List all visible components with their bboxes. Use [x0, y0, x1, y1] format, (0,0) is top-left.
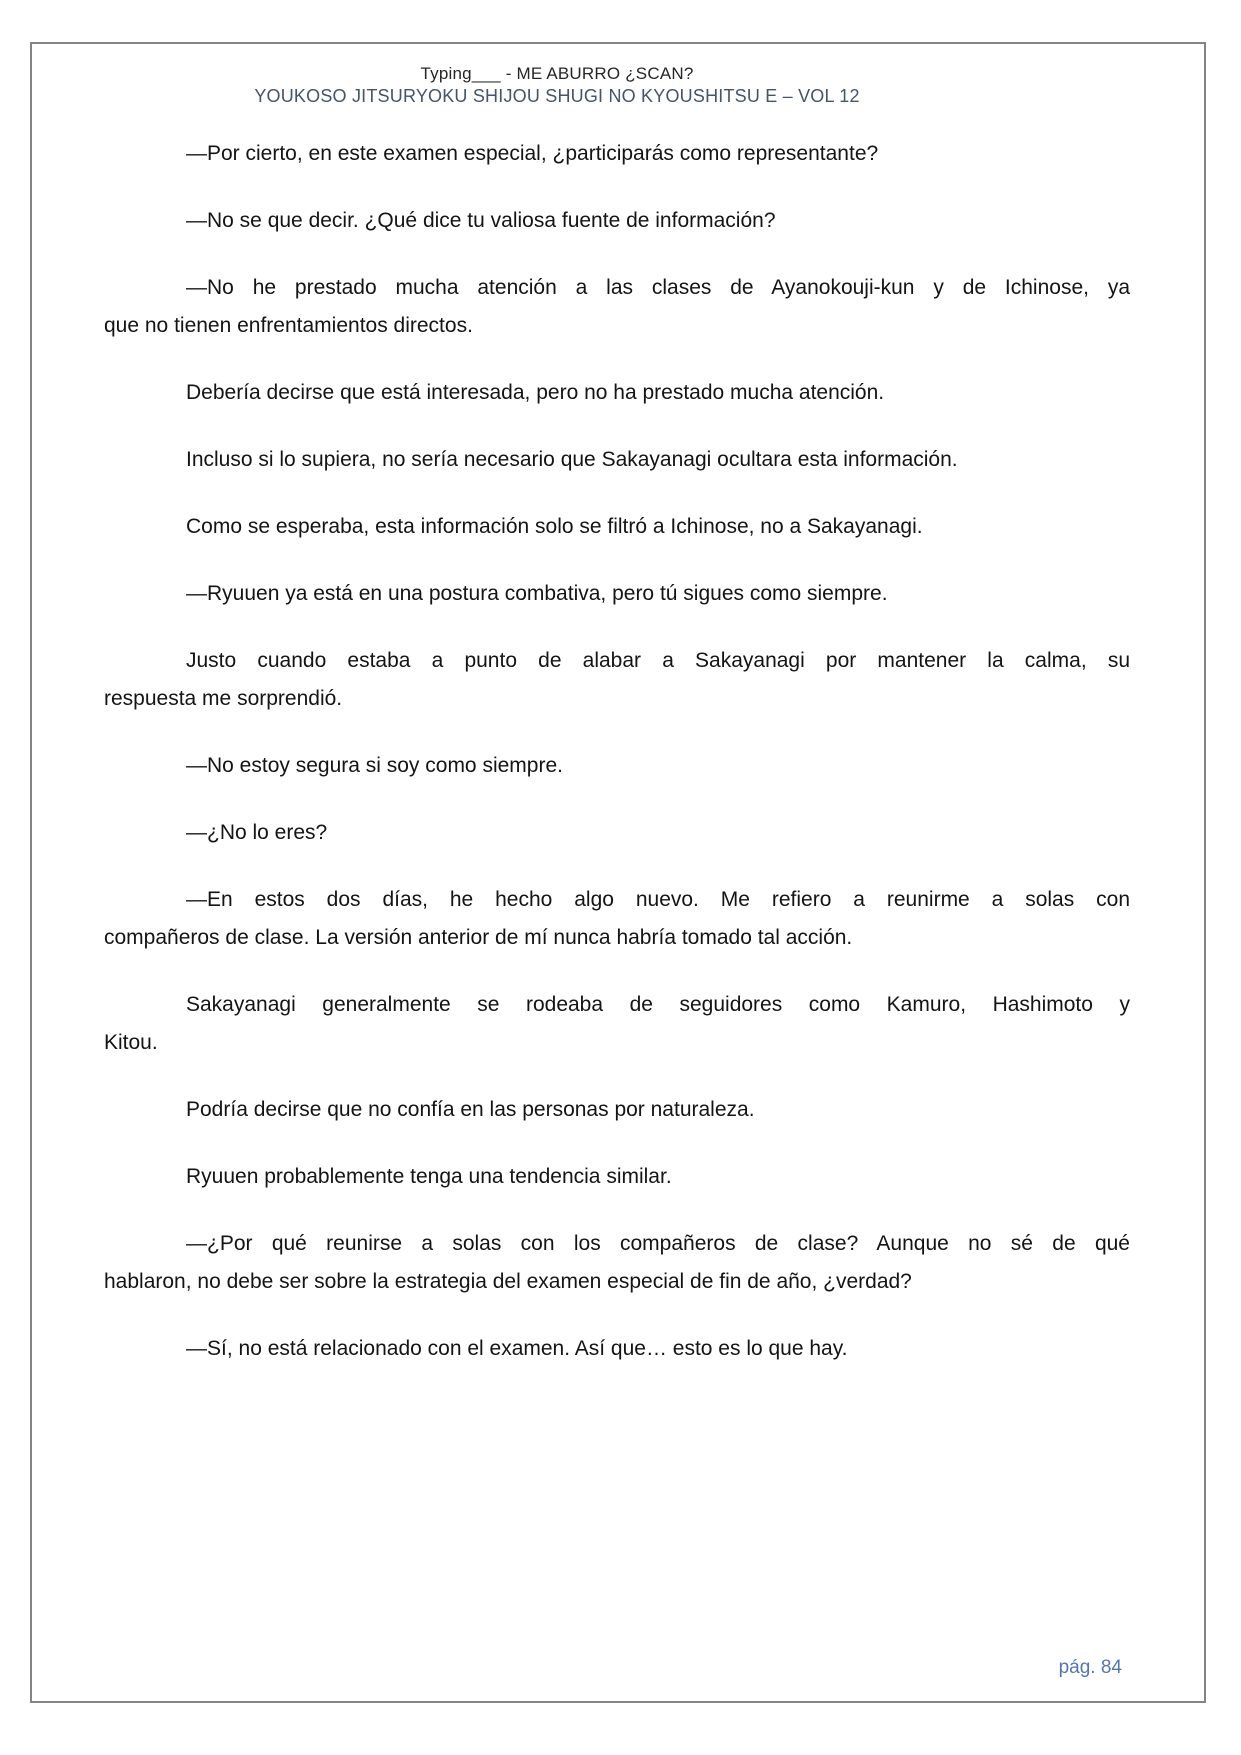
paragraph	[104, 986, 1130, 1062]
page-number: pág. 84	[1058, 1657, 1122, 1678]
page-content	[104, 42, 1130, 1397]
text-line: Incluso si lo supiera, no sería necesario que Sakayanagi ocultara esta información.	[186, 448, 958, 471]
header-volume-title: YOUKOSO JITSURYOKU SHIJOU SHUGI NO KYOUSHITSU E – VOL 12	[254, 86, 860, 106]
paragraph	[104, 1091, 1130, 1129]
text-line: hablaron, no debe ser sobre la estrategia del examen especial de fin de año, ¿verdad?	[104, 1270, 912, 1293]
text-line: Podría decirse que no confía en las personas por naturaleza.	[186, 1098, 755, 1121]
paragraph	[104, 747, 1130, 785]
paragraph	[104, 814, 1130, 852]
text-line: —Sí, no está relacionado con el examen. Así que… esto es lo que hay.	[186, 1337, 848, 1360]
text-line: respuesta me sorprendió.	[104, 687, 343, 710]
text-line: —¿Por qué reunirse a solas con los compañeros de clase? Aunque no sé de qué	[186, 1232, 1130, 1255]
header-scan-title: Typing___ - ME ABURRO ¿SCAN?	[420, 64, 694, 83]
text-line: Debería decirse que está interesada, pero no ha prestado mucha atención.	[186, 381, 885, 404]
page-header	[104, 42, 1010, 109]
paragraph	[104, 881, 1130, 957]
page-footer	[1059, 1656, 1122, 1680]
paragraph	[104, 1225, 1130, 1301]
text-line: Sakayanagi generalmente se rodeaba de seguidores como Kamuro, Hashimoto y	[186, 993, 1130, 1016]
paragraph	[104, 374, 1130, 412]
text-line: —Ryuuen ya está en una postura combativa, pero tú sigues como siempre.	[186, 582, 888, 605]
text-line: Ryuuen probablemente tenga una tendencia similar.	[186, 1165, 672, 1188]
paragraph	[104, 1330, 1130, 1368]
paragraph	[104, 575, 1130, 613]
paragraph	[104, 642, 1130, 718]
text-line: Kitou.	[104, 1031, 158, 1054]
paragraph	[104, 508, 1130, 546]
text-line: —No he prestado mucha atención a las clases de Ayanokouji-kun y de Ichinose, ya	[186, 276, 1130, 299]
paragraph	[104, 269, 1130, 345]
text-line: —No estoy segura si soy como siempre.	[186, 754, 563, 777]
text-line: —En estos dos días, he hecho algo nuevo. Me refiero a reunirme a solas con	[186, 888, 1130, 911]
text-line: —Por cierto, en este examen especial, ¿participarás como representante?	[186, 142, 879, 165]
paragraph	[104, 1158, 1130, 1196]
text-line: compañeros de clase. La versión anterior de mí nunca habría tomado tal acción.	[104, 926, 853, 949]
text-line: que no tienen enfrentamientos directos.	[104, 314, 473, 337]
body-text	[104, 135, 1130, 1368]
paragraph	[104, 441, 1130, 479]
paragraph	[104, 135, 1130, 173]
paragraph	[104, 202, 1130, 240]
text-line: —No se que decir. ¿Qué dice tu valiosa fuente de información?	[186, 209, 776, 232]
text-line: —¿No lo eres?	[186, 821, 328, 844]
text-line: Justo cuando estaba a punto de alabar a Sakayanagi por mantener la calma, su	[186, 649, 1130, 672]
text-line: Como se esperaba, esta información solo se filtró a Ichinose, no a Sakayanagi.	[186, 515, 923, 538]
